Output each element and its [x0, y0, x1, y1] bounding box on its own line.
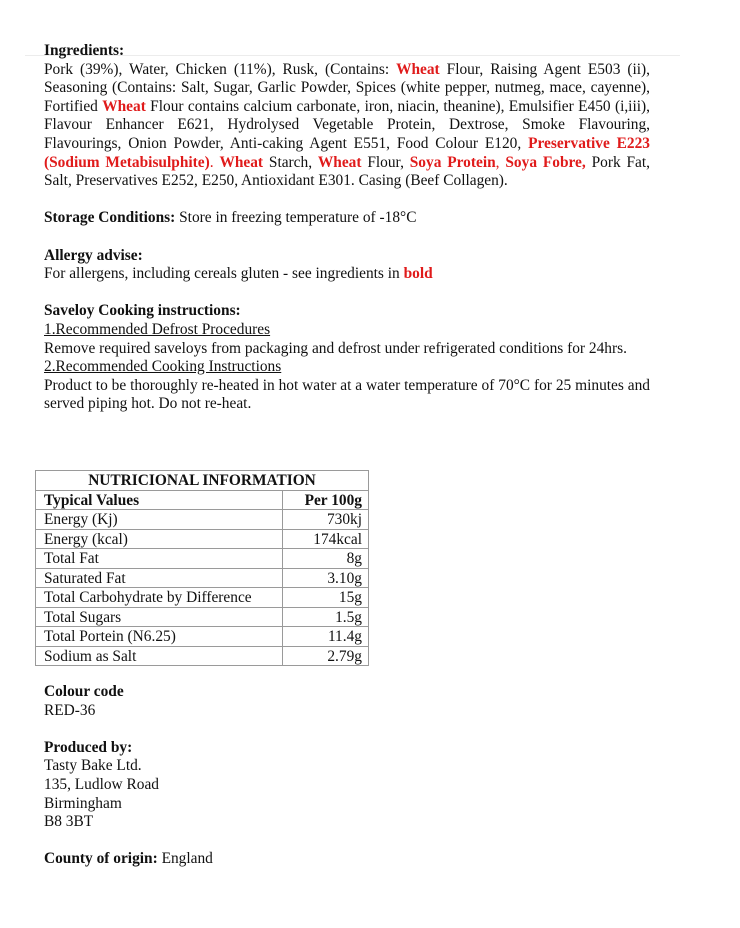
nutrient-value: 8g — [283, 549, 369, 569]
ingredient-text-segment: Starch, — [263, 153, 318, 171]
origin-value: England — [157, 850, 213, 868]
nutrient-label: Sodium as Salt — [36, 646, 283, 666]
nutrient-value: 15g — [283, 588, 369, 608]
storage-conditions — [44, 209, 650, 228]
cooking-step-2-text: Product to be thoroughly re-heated in hot water at a water temperature of 70°C for 25 minutes and served piping hot. Do not re-heat. — [44, 376, 650, 413]
nutrition-header-row — [36, 490, 369, 510]
nutrient-value: 11.4g — [283, 627, 369, 647]
allergen-highlight: Wheat — [102, 97, 146, 115]
nutrition-title: NUTRICIONAL INFORMATION — [36, 471, 369, 491]
ingredient-text-segment: Flour contains calcium carbonate, iron, niacin, theanine), Emulsifier E450 (i,iii), Flavour Enhancer E621, Hydrolysed Vegetable Protein, Dextrose, Smoke Flavouring, Flavourings, Onion Powder, Anti-caking Agent E551, Food Colour E120, — [44, 97, 650, 152]
allergen-highlight: Wheat — [317, 153, 362, 171]
nutrient-label: Total Portein (N6.25) — [36, 627, 283, 647]
producer-heading: Produced by: — [44, 738, 133, 756]
table-row — [36, 529, 369, 549]
ingredients-text — [44, 61, 650, 191]
label-footer — [44, 683, 213, 869]
nutrient-label: Total Carbohydrate by Difference — [36, 588, 283, 608]
table-row — [36, 568, 369, 588]
allergy-emphasis: bold — [403, 265, 433, 283]
nutrient-value: 730kj — [283, 510, 369, 530]
table-row — [36, 607, 369, 627]
column-header-per-100g: Per 100g — [283, 490, 369, 510]
cooking-step-1-text: Remove required saveloys from packaging and defrost under refrigerated conditions for 24hrs. — [44, 339, 627, 357]
table-row — [36, 588, 369, 608]
nutrient-value: 3.10g — [283, 568, 369, 588]
nutrient-label: Saturated Fat — [36, 568, 283, 588]
nutrition-table — [35, 470, 369, 666]
allergy-advice — [44, 265, 650, 284]
allergen-highlight: Wheat — [219, 153, 264, 171]
label-document — [44, 42, 650, 414]
country-of-origin — [44, 850, 213, 869]
table-row — [36, 627, 369, 647]
ingredient-text-segment: Pork (39%), Water, Chicken (11%), Rusk, (Contains: — [44, 60, 397, 78]
ingredients-heading: Ingredients: — [44, 42, 125, 59]
allergen-highlight: Soya Protein — [409, 153, 496, 171]
producer-postcode: B8 3BT — [44, 813, 94, 831]
ingredient-text-segment: Flour, — [361, 153, 410, 171]
table-row — [36, 510, 369, 530]
ingredient-text-segment: Pork Fat, Salt, Preservatives E252, E250, Antioxidant E301. Casing (Beef Collagen). — [44, 153, 650, 190]
column-header-typical-values: Typical Values — [36, 490, 283, 510]
allergen-punctuation: , — [495, 153, 500, 171]
nutrient-label: Energy (Kj) — [36, 510, 283, 530]
ingredient-text-segment: Flour, Raising Agent E503 (ii), Seasoning (Contains: Salt, Sugar, Garlic Powder, Spices (white pepper, nutmeg, mace, cayenne), Fortified — [44, 60, 651, 115]
nutrient-value: 174kcal — [283, 529, 369, 549]
cooking-step-1-title: 1.Recommended Defrost Procedures — [44, 320, 271, 338]
nutrient-label: Total Sugars — [36, 607, 283, 627]
colour-code-heading: Colour code — [44, 683, 124, 700]
origin-label: County of origin: — [44, 850, 158, 868]
cooking-step-2-title: 2.Recommended Cooking Instructions — [44, 358, 282, 376]
table-row — [36, 646, 369, 666]
allergen-highlight: Wheat — [396, 60, 440, 78]
producer-street: 135, Ludlow Road — [44, 775, 159, 793]
storage-text: Store in freezing temperature of -18°C — [175, 209, 417, 227]
storage-label: Storage Conditions: — [44, 209, 176, 227]
nutrient-label: Total Fat — [36, 549, 283, 569]
allergy-heading: Allergy advise: — [44, 246, 143, 264]
colour-code-value: RED-36 — [44, 701, 96, 719]
allergen-punctuation: . — [209, 153, 214, 171]
nutrient-value: 1.5g — [283, 607, 369, 627]
table-row — [36, 549, 369, 569]
nutrient-value: 2.79g — [283, 646, 369, 666]
cooking-heading: Saveloy Cooking instructions: — [44, 302, 241, 320]
producer-name: Tasty Bake Ltd. — [44, 757, 142, 775]
producer-city: Birmingham — [44, 794, 122, 812]
allergen-highlight: Soya Fobre, — [505, 153, 586, 171]
allergen-highlight: Preservative E223 (Sodium Metabisulphite) — [44, 134, 650, 171]
nutrient-label: Energy (kcal) — [36, 529, 283, 549]
allergy-text: For allergens, including cereals gluten - see ingredients in — [44, 265, 404, 283]
nutrition-title-row — [36, 471, 369, 491]
